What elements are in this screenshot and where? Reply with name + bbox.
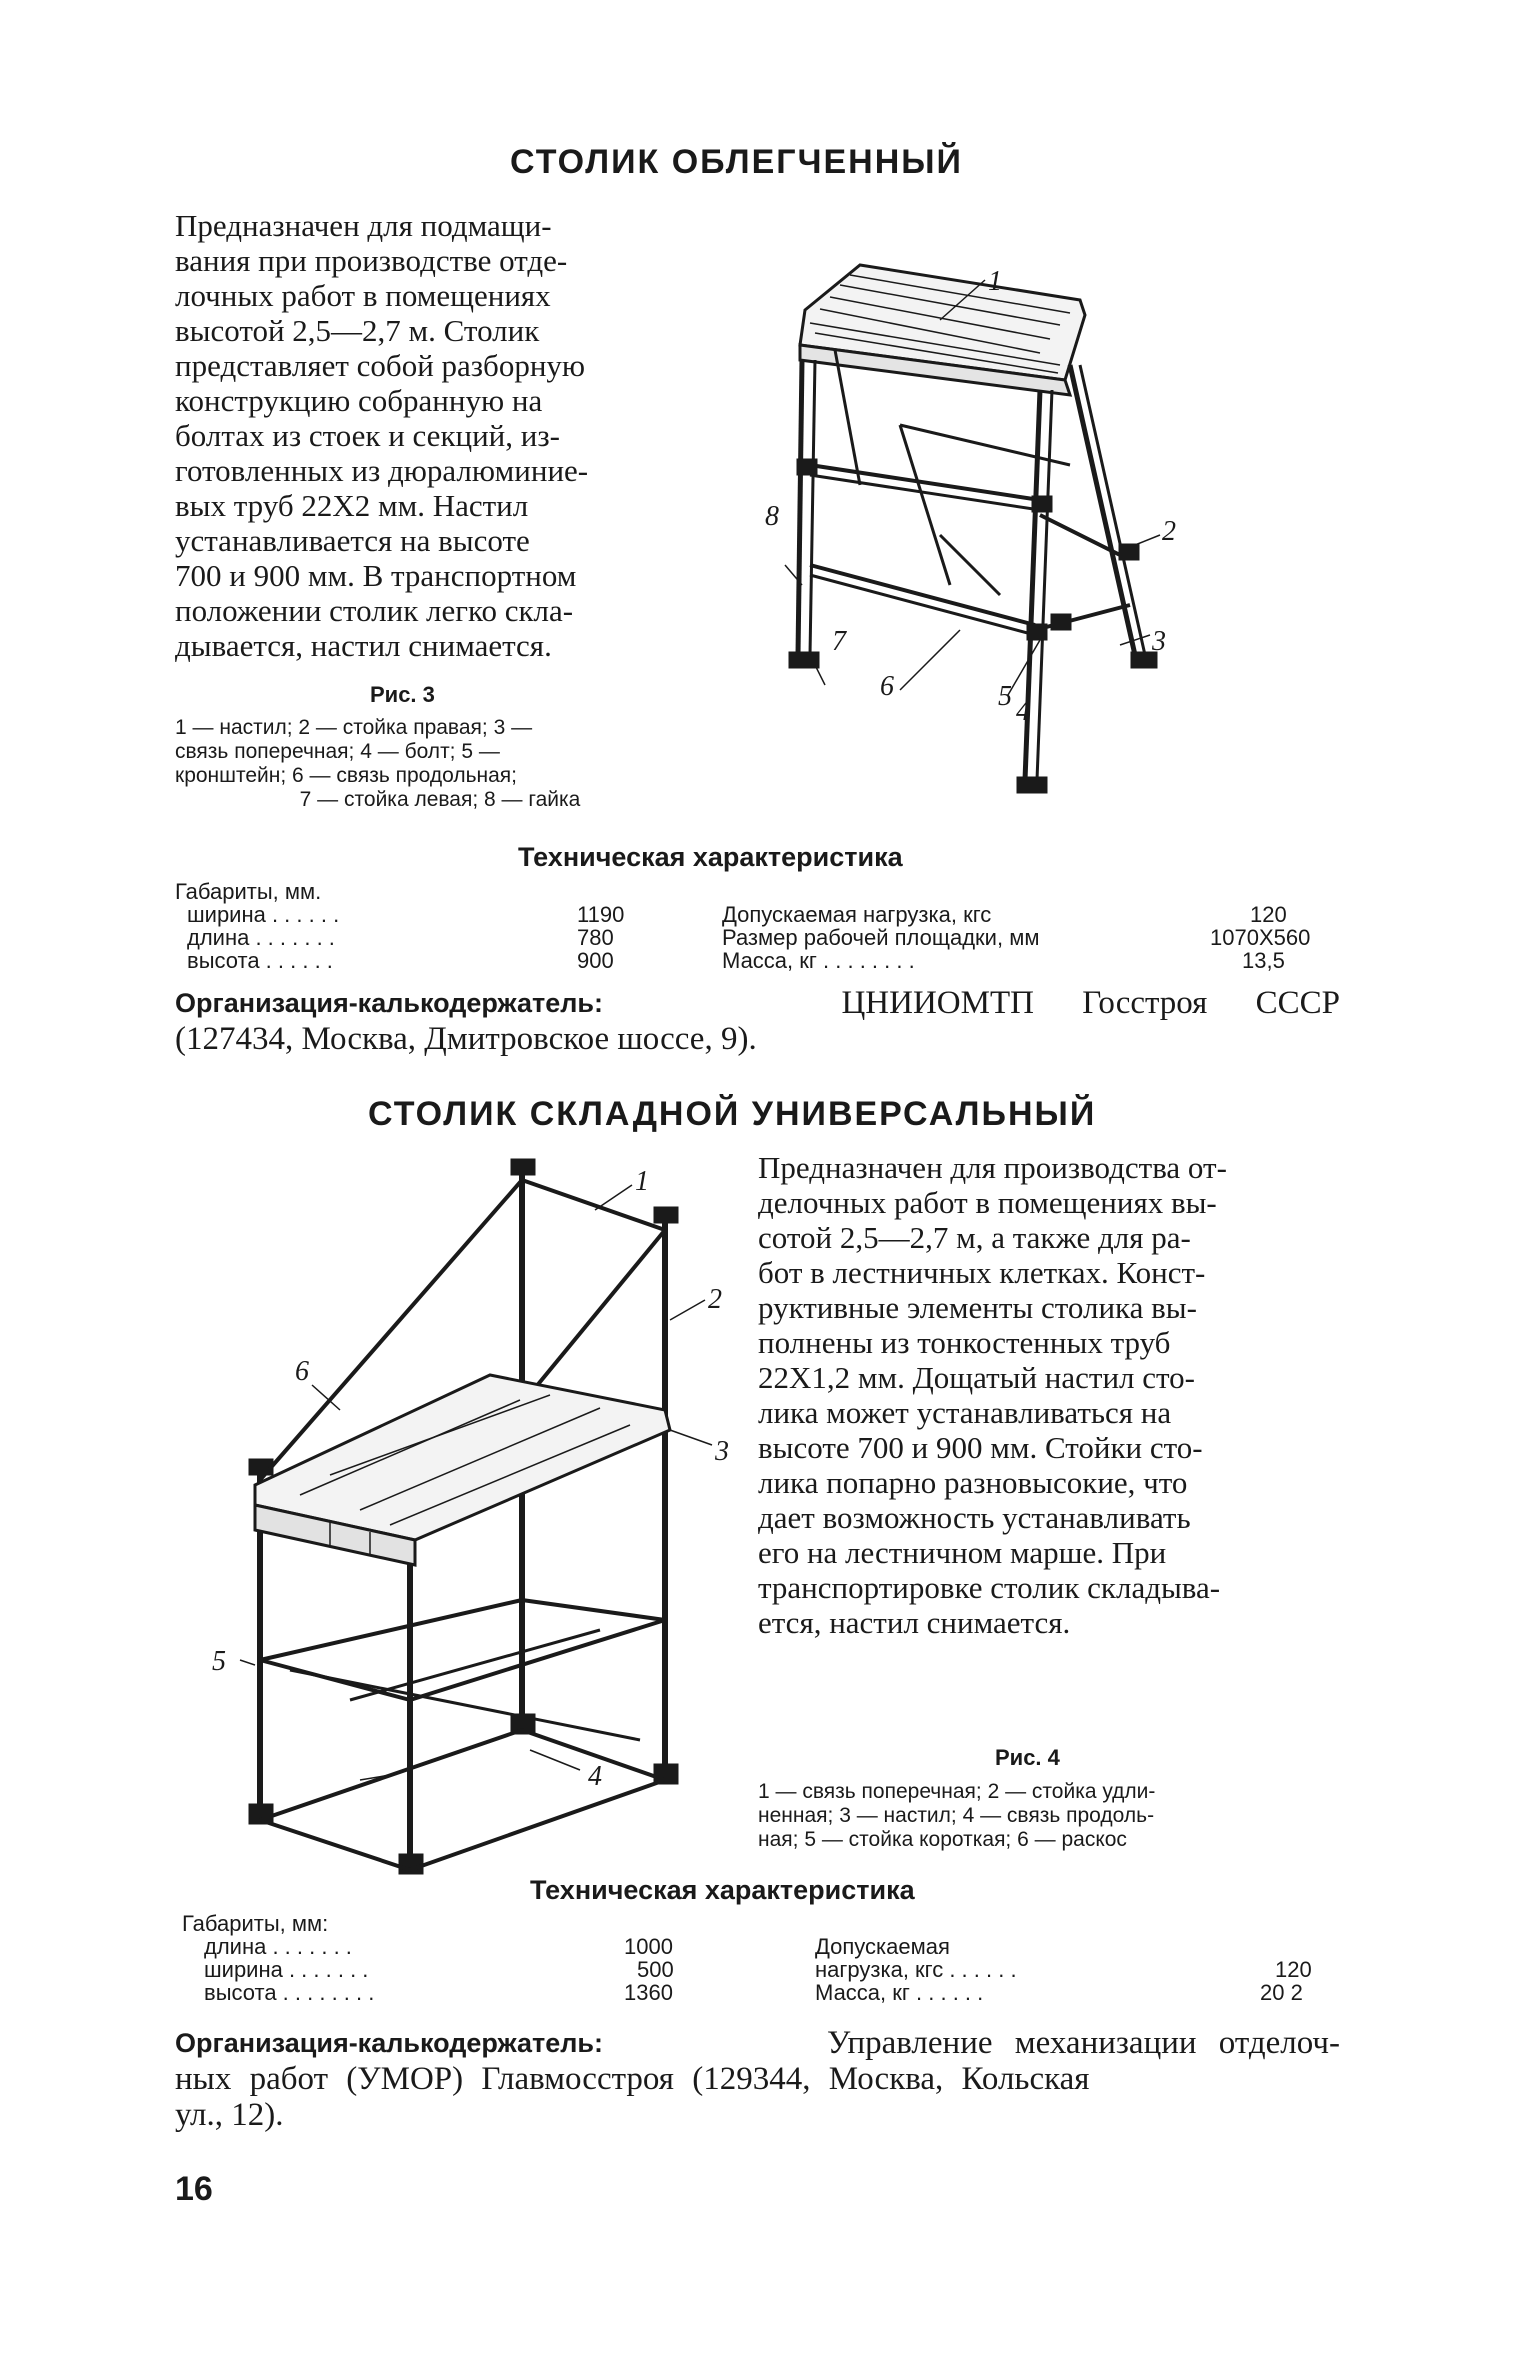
body-line: лика может устанавливаться на	[758, 1395, 1172, 1430]
section1-title: СТОЛИК ОБЛЕГЧЕННЫЙ	[510, 143, 963, 181]
spec-value: 120	[1250, 902, 1287, 927]
spec-row	[815, 1958, 1335, 1981]
spec-label: высота . . . . . .	[187, 948, 333, 973]
spec-label: нагрузка, кгс . . . . . .	[815, 1957, 1017, 1982]
body-line: транспортировке столик складыва-	[758, 1570, 1221, 1605]
section1-spec-right	[722, 903, 1342, 972]
spec-value: 900	[577, 948, 614, 973]
caption-line: 7 — стойка левая; 8 — гайка	[299, 788, 581, 811]
body-line: дывается, настил снимается.	[175, 628, 552, 663]
body-line: высоте 700 и 900 мм. Стойки сто-	[758, 1430, 1203, 1465]
spec-row	[182, 1935, 702, 1958]
figure3-label-6: 6	[880, 671, 894, 702]
figure4-label-3: 3	[715, 1436, 729, 1467]
figure3-label-4: 4	[1016, 696, 1030, 727]
body-line: 22X1,2 мм. Дощатый настил сто-	[758, 1360, 1195, 1395]
figure3-title: Рис. 3	[370, 682, 435, 707]
spec-row	[182, 1981, 702, 2004]
spec-value: 1070X560	[1210, 925, 1311, 950]
body-line: его на лестничном марше. При	[758, 1535, 1167, 1570]
org-address: (127434, Москва, Дмитровское шоссе, 9).	[175, 1021, 757, 1057]
body-line: лочных работ в помещениях	[175, 278, 551, 313]
spec-row	[175, 926, 635, 949]
org-address: ных работ (УМОР) Главмосстроя (129344, Москва, Кольская	[175, 2061, 1090, 2097]
spec-left-heading: Габариты, мм.	[175, 879, 322, 904]
spec-value: 120	[1275, 1957, 1312, 1982]
spec-right-heading: Допускаемая	[815, 1934, 950, 1959]
org-name: ЦНИИОМТП Госстроя СССР	[841, 985, 1340, 1021]
spec-label: ширина . . . . . .	[187, 902, 340, 927]
spec-label: длина . . . . . . .	[187, 925, 335, 950]
body-line: сотой 2,5—2,7 м, а также для ра-	[758, 1220, 1191, 1255]
figure4-label-4: 4	[588, 1761, 602, 1792]
page-number: 16	[175, 2170, 213, 2208]
body-line: бот в лестничных клетках. Конст-	[758, 1255, 1206, 1290]
body-line: болтах из стоек и секций, из-	[175, 418, 560, 453]
figure3-caption	[175, 716, 705, 812]
figure4-label-5: 5	[212, 1646, 226, 1677]
figure3-label-5: 5	[998, 681, 1012, 712]
section1-body	[175, 208, 700, 663]
figure4-caption	[758, 1780, 1348, 1852]
body-line: руктивные элементы столика вы-	[758, 1290, 1197, 1325]
caption-line: 1 — связь поперечная; 2 — стойка удли-	[758, 1780, 1156, 1803]
body-line: вания при производстве отде-	[175, 243, 568, 278]
body-line: Предназначен для подмащи-	[175, 208, 552, 243]
spec-label: высота . . . . . . . .	[204, 1980, 375, 2005]
body-line: положении столик легко скла-	[175, 593, 574, 628]
body-line: вых труб 22X2 мм. Настил	[175, 488, 529, 523]
body-line: устанавливается на высоте	[175, 523, 530, 558]
spec-label: Масса, кг . . . . . .	[815, 1980, 984, 2005]
section2-body	[758, 1150, 1348, 1640]
spec-row	[182, 1958, 702, 1981]
org-address-end: ул., 12).	[175, 2097, 284, 2133]
figure3-label-7: 7	[832, 626, 846, 657]
spec-value: 780	[577, 925, 614, 950]
spec-row	[175, 903, 635, 926]
caption-line: кронштейн; 6 — связь продольная;	[175, 764, 518, 787]
section2-spec-left	[182, 1912, 702, 2004]
spec-label: Размер рабочей площадки, мм	[722, 925, 1040, 950]
caption-line: 1 — настил; 2 — стойка правая; 3 —	[175, 716, 533, 739]
figure3-label-8: 8	[765, 501, 779, 532]
spec-value: 500	[637, 1957, 674, 1982]
spec-row	[722, 949, 1342, 972]
section2-spec-title: Техническая характеристика	[530, 1875, 915, 1905]
spec-row	[722, 926, 1342, 949]
body-line: 700 и 900 мм. В транспортном	[175, 558, 577, 593]
figure4-label-2: 2	[708, 1284, 722, 1315]
figure4-label-1: 1	[635, 1166, 649, 1197]
body-line: ется, настил снимается.	[758, 1605, 1071, 1640]
body-line: представляет собой разборную	[175, 348, 586, 383]
org-name: Управление механизации отделоч-	[827, 2025, 1340, 2061]
caption-line: ненная; 3 — настил; 4 — связь продоль-	[758, 1804, 1155, 1827]
spec-value: 1360	[624, 1980, 673, 2005]
org-label: Организация-калькодержатель:	[175, 2028, 604, 2058]
figure3-label-3: 3	[1152, 626, 1166, 657]
spec-value: 1000	[624, 1934, 673, 1959]
caption-line: ная; 5 — стойка короткая; 6 — раскос	[758, 1828, 1127, 1851]
body-line: дает возможность устанавливать	[758, 1500, 1191, 1535]
section1-spec-title: Техническая характеристика	[518, 842, 903, 872]
section2-organization	[175, 2025, 1340, 2133]
figure4-label-6: 6	[295, 1356, 309, 1387]
section1-spec-left	[175, 880, 635, 972]
body-line: лика попарно разновысокие, что	[758, 1465, 1188, 1500]
spec-value: 20 2	[1260, 1980, 1303, 2005]
spec-label: ширина . . . . . . .	[204, 1957, 369, 1982]
figure4-folding-table-drawing	[200, 1140, 740, 1880]
figure3-trestle-drawing	[740, 235, 1340, 825]
spec-left-heading: Габариты, мм:	[182, 1911, 329, 1936]
body-line: делочных работ в помещениях вы-	[758, 1185, 1217, 1220]
body-line: высотой 2,5—2,7 м. Столик	[175, 313, 540, 348]
spec-label: Масса, кг . . . . . . . .	[722, 948, 915, 973]
spec-row	[175, 949, 635, 972]
spec-value: 1190	[577, 902, 625, 927]
body-line: готовленных из дюралюминие-	[175, 453, 589, 488]
org-label: Организация-калькодержатель:	[175, 988, 604, 1018]
spec-value: 13,5	[1242, 948, 1285, 973]
spec-row	[815, 1981, 1335, 2004]
spec-label: длина . . . . . . .	[204, 1934, 352, 1959]
spec-row	[722, 903, 1342, 926]
section2-spec-right	[815, 1935, 1335, 2004]
body-line: конструкцию собранную на	[175, 383, 543, 418]
section1-organization	[175, 985, 1340, 1057]
body-line: полнены из тонкостенных труб	[758, 1325, 1171, 1360]
figure3-label-1: 1	[988, 266, 1002, 297]
caption-line: связь поперечная; 4 — болт; 5 —	[175, 740, 500, 763]
body-line: Предназначен для производства от-	[758, 1150, 1227, 1185]
section2-title: СТОЛИК СКЛАДНОЙ УНИВЕРСАЛЬНЫЙ	[368, 1095, 1097, 1133]
figure3-label-2: 2	[1162, 516, 1176, 547]
figure4-title: Рис. 4	[995, 1745, 1060, 1770]
spec-label: Допускаемая нагрузка, кгс	[722, 902, 992, 927]
